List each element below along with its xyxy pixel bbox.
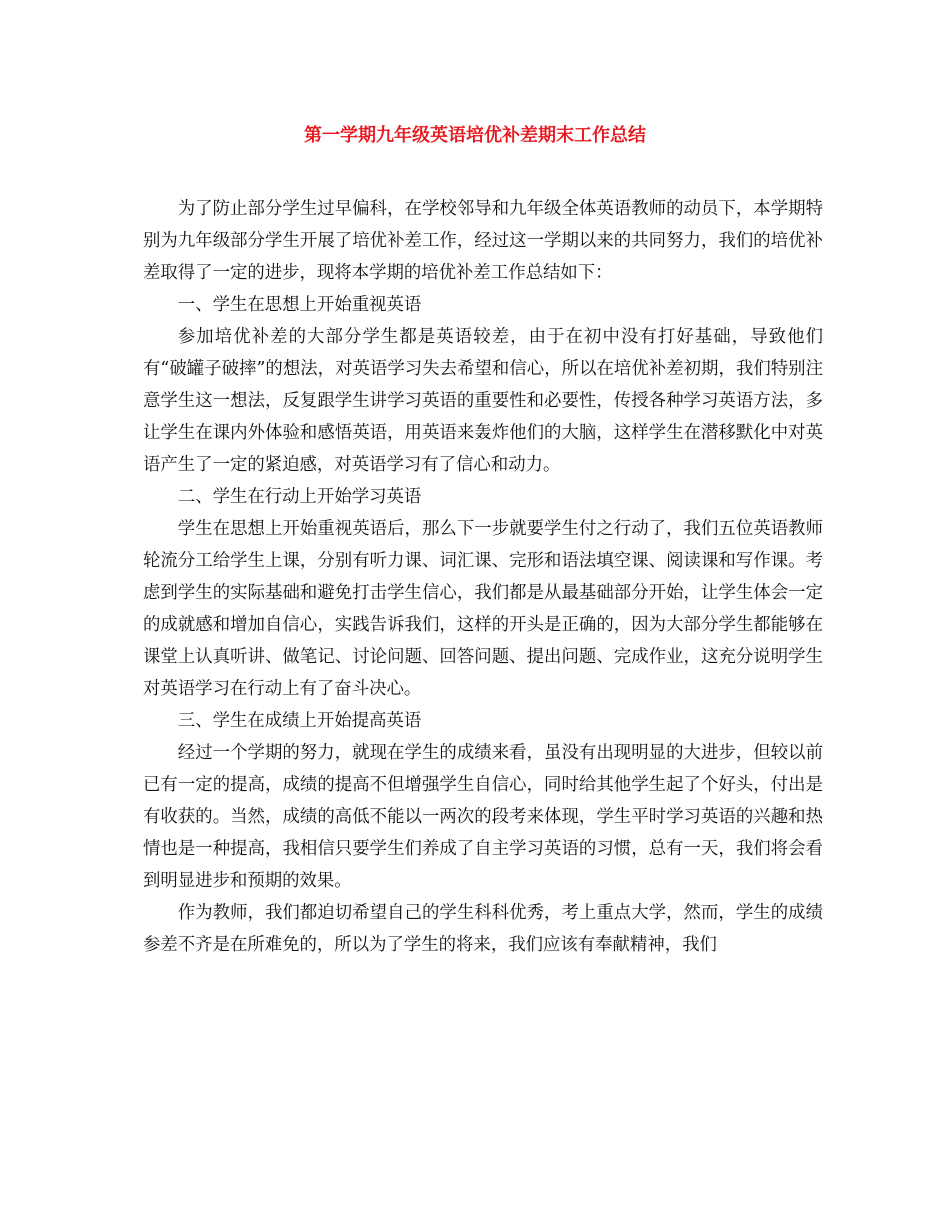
paragraph-closing: 作为教师，我们都迫切希望自己的学生科科优秀，考上重点大学，然而，学生的成绩参差不齐是在所难免的，所以为了学生的将来，我们应该有奉献精神，我们 (143, 903, 823, 955)
paragraph-intro: 为了防止部分学生过早偏科，在学校邻导和九年级全体英语教师的动员下，本学期特别为九年级部分学生开展了培优补差工作，经过这一学期以来的共同努力，我们的培优补差取得了一定的进步，现将本学期的培优补差工作总结如下： (143, 199, 823, 283)
document-title: 第一学期九年级英语培优补差期末工作总结 (304, 125, 646, 146)
document-body (143, 193, 823, 961)
paragraph-section-3: 经过一个学期的努力，就现在学生的成绩来看，虽没有出现明显的大进步，但较以前已有一定的提高，成绩的提高不但增强学生自信心，同时给其他学生起了个好头，付出是有收获的。当然，成绩的高低不能以一两次的段考来体现，学生平时学习英语的兴趣和热情也是一种提高，我相信只要学生们养成了自主学习英语的习惯，总有一天，我们将会看到明显进步和预期的效果。 (143, 743, 823, 891)
paragraph-section-1: 参加培优补差的大部分学生都是英语较差，由于在初中没有打好基础，导致他们有“破罐子破摔”的想法，对英语学习失去希望和信心，所以在培优补差初期，我们特别注意学生这一想法，反复跟学生讲学习英语的重要性和必要性，传授各种学习英语方法，多让学生在课内外体验和感悟英语，用英语来轰炸他们的大脑，这样学生在潜移默化中对英语产生了一定的紧迫感，对英语学习有了信心和动力。 (143, 327, 823, 475)
section-heading-1: 一、学生在思想上开始重视英语 (177, 295, 422, 315)
section-heading-2: 二、学生在行动上开始学习英语 (177, 487, 422, 507)
paragraph-section-2: 学生在思想上开始重视英语后，那么下一步就要学生付之行动了，我们五位英语教师轮流分工给学生上课，分别有听力课、词汇课、完形和语法填空课、阅读课和写作课。考虑到学生的实际基础和避免打击学生信心，我们都是从最基础部分开始，让学生体会一定的成就感和增加自信心，实践告诉我们，这样的开头是正确的，因为大部分学生都能够在课堂上认真听讲、做笔记、讨论问题、回答问题、提出问题、完成作业，这充分说明学生对英语学习在行动上有了奋斗决心。 (143, 519, 823, 699)
section-heading-3: 三、学生在成绩上开始提高英语 (177, 711, 422, 731)
